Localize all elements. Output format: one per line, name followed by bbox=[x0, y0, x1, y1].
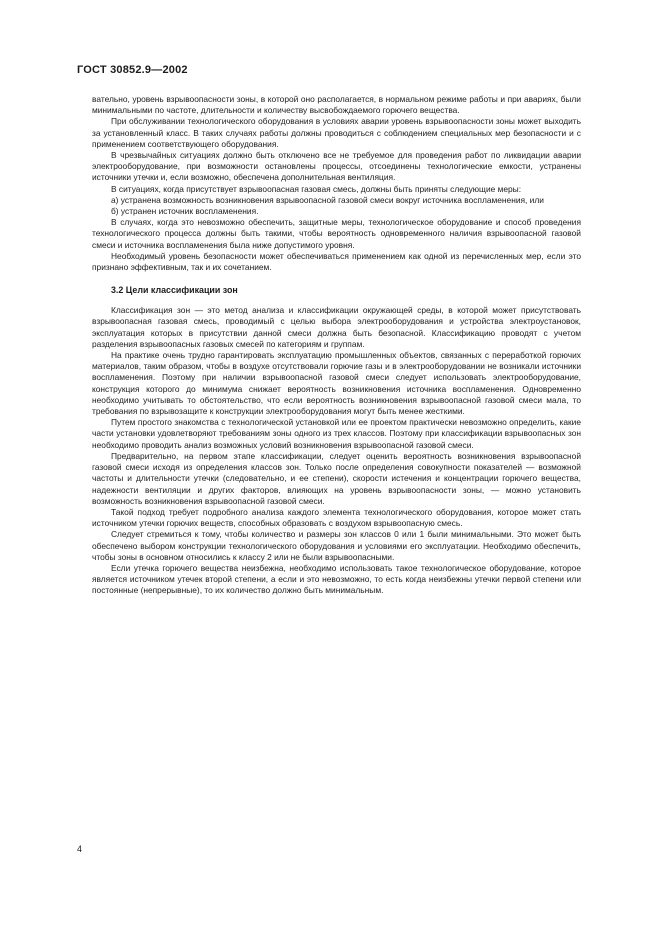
paragraph: Путем простого знакомства с технологической установкой или ее проектом практически невозможно определить, какие части установки удовлетворяют требованиям зоны одного из трех классов. Поэтому при классификации взрывоопасных зон необходимо проводить анализ возможных условий возникновения взрывоопасной газовой смеси. bbox=[92, 417, 581, 450]
paragraph: В чрезвычайных ситуациях должно быть отключено все не требуемое для проведения работ по ликвидации аварии электрооборудование, при возможности остановлены процессы, отсоединены технологические емкости, устранены источники утечки и, если возможно, обеспечена дополнительная вентиляция. bbox=[92, 150, 581, 183]
page-number: 4 bbox=[77, 844, 83, 854]
paragraph: При обслуживании технологического оборудования в условиях аварии уровень взрывоопасности зоны может выходить за установленный класс. В таких случаях работы должны проводиться с соблюдением специальных мер безопасности и с применением соответствующего оборудования. bbox=[92, 116, 581, 149]
section-heading: 3.2 Цели классификации зон bbox=[111, 285, 238, 296]
list-item: а) устранена возможность возникновения взрывоопасной газовой смеси вокруг источника воспламенения, или bbox=[111, 194, 544, 205]
paragraph: вательно, уровень взрывоопасности зоны, в которой оно располагается, в нормальном режиме работы и при авариях, были минимальными по частоте, длительности и количеству высвобождаемого горючего вещества. bbox=[92, 94, 581, 116]
paragraph: Классификация зон — это метод анализа и классификации окружающей среды, в которой может присутствовать взрывоопасная газовая смесь, проводимый с целью выбора электрооборудования и устройства электроустановок, эксплуатация которых в присутствии данной смеси должна быть безопасной. Классификацию проводят с учетом разделения взрывоопасных газовых смесей по категориям и группам. bbox=[92, 305, 581, 349]
paragraph: Предварительно, на первом этапе классификации, следует оценить вероятность возникновения взрывоопасной газовой смеси исходя из определения классов зон. Только после определения совокупности показателей — возможной частоты и длительности утечки (следовательно, и ее степени), скорости истечения и концентрации горючего вещества, надежности вентиляции и других факторов, влияющих на уровень взрывоопасности зоны, — можно установить возможность возникновения взрывоопасной газовой смеси. bbox=[92, 450, 581, 506]
list-item: б) устранен источник воспламенения. bbox=[111, 206, 259, 217]
paragraph: Такой подход требует подробного анализа каждого элемента технологического оборудования, которое может стать источником утечки горючих веществ, способных образовать с воздухом взрывоопасную смесь. bbox=[92, 506, 581, 529]
paragraph: На практике очень трудно гарантировать эксплуатацию промышленных объектов, связанных с переработкой горючих материалов, таким образом, чтобы в воздухе отсутствовали горючие газы и в электрооборудовании не возникали источники воспламенения. Поэтому при наличии взрывоопасной газовой смеси следует использовать электрооборудование, конструкция которого до минимума снижает вероятность возникновения источника воспламенения. Одновременно необходимо учитывать то обстоятельство, что если вероятность возникновения взрывоопасной газовой смеси мала, то требования по взрывозащите к конструкции электрооборудования могут быть менее жесткими. bbox=[92, 350, 581, 417]
paragraph: Следует стремиться к тому, чтобы количество и размеры зон классов 0 или 1 были минимальными. Это может быть обеспечено выбором конструкции технологического оборудования и условиями его эксплуатации. Необходимо обеспечить, чтобы зоны в основном относились к классу 2 или не были взрывоопасными. bbox=[92, 529, 581, 562]
document-body bbox=[92, 94, 581, 597]
paragraph: Необходимый уровень безопасности может обеспечиваться применением как одной из перечисленных мер, если это признано эффективным, так и их сочетанием. bbox=[92, 250, 581, 273]
paragraph: В ситуациях, когда присутствует взрывоопасная газовая смесь, должны быть приняты следующие меры: bbox=[111, 183, 522, 194]
paragraph: Если утечка горючего вещества неизбежна, необходимо использовать такое технологическое оборудование, которое является источником утечек второй степени, а если и это невозможно, то есть когда неизбежны утечки первой степени или постоянные (непрерывные), то их количество должно быть минимальным. bbox=[92, 562, 581, 596]
paragraph: В случаях, когда это невозможно обеспечить, защитные меры, технологическое оборудование и способ проведения технологического процесса должны быть такими, чтобы вероятность одновременного наличия взрывоопасной газовой смеси и источника воспламенения была ниже допустимого уровня. bbox=[92, 217, 581, 250]
document-header: ГОСТ 30852.9—2002 bbox=[77, 64, 188, 76]
